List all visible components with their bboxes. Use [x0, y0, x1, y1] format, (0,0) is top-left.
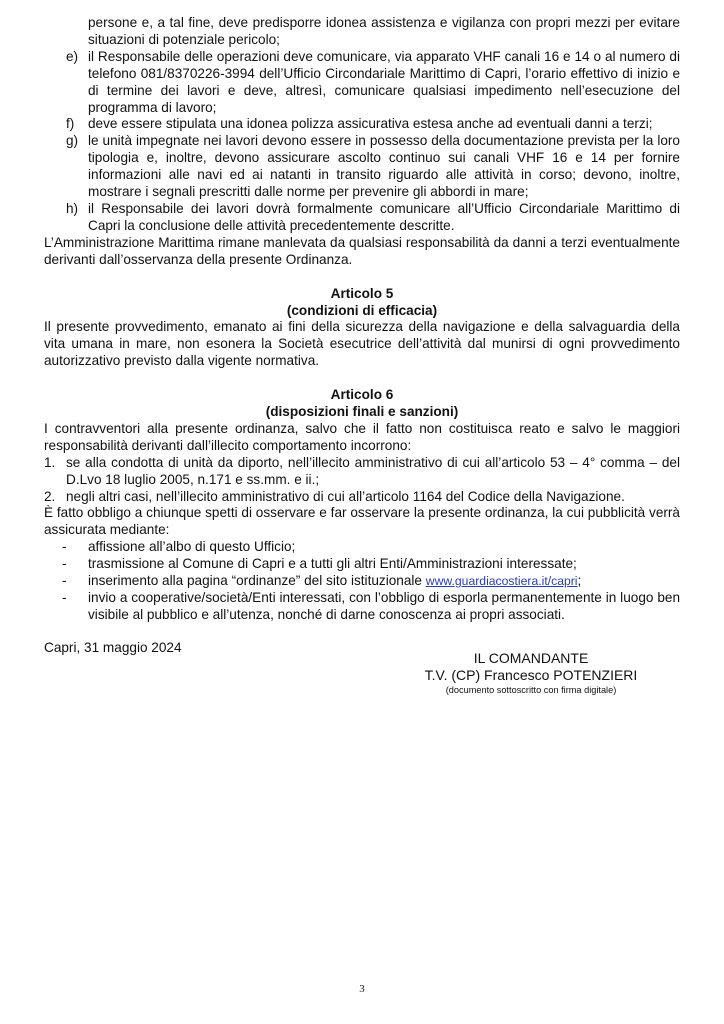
list-item-text: se alla condotta di unità da diporto, nell’illecito amministrativo di cui all’articolo 53 – 4° comma – del D.Lvo 18 luglio 2005, n.171 e ss.mm. e ii.;: [66, 454, 680, 487]
signature-name: T.V. (CP) Francesco POTENZIERI: [424, 667, 638, 683]
signature-title: IL COMANDANTE: [473, 650, 589, 666]
list-item: [44, 539, 680, 556]
conditions-list: [44, 49, 680, 235]
list-item-text: trasmissione al Comune di Capri e a tutti gli altri Enti/Amministrazioni interessate;: [88, 556, 577, 572]
place-date: Capri, 31 maggio 2024: [44, 639, 182, 655]
page-number: 3: [359, 983, 365, 995]
list-item: [44, 590, 680, 624]
list-marker: 1.: [44, 454, 56, 470]
article-5-body: Il presente provvedimento, emanato ai fini della sicurezza della navigazione e della salvaguardia della vita umana in mare, non esonera la Società esecutrice dell’attività dal munirsi di ogni provvedimento autorizzativo previsto dalla vigente normativa.: [44, 319, 680, 369]
publicity-list: [44, 539, 680, 624]
list-item: [44, 133, 680, 201]
list-marker: e): [66, 48, 79, 64]
article-6-intro: I contravventori alla presente ordinanza, salvo che il fatto non costituisca reato e salvo le maggiori responsabilità derivanti dall’illecito comportamento incorrono:: [44, 420, 680, 453]
document-page: [44, 15, 680, 657]
list-item: [44, 201, 680, 235]
list-marker: -: [62, 590, 67, 605]
list-item-text: il Responsabile delle operazioni deve comunicare, via apparato VHF canali 16 e 14 o al numero di telefono 081/8370226-3994 dell’Ufficio Circondariale Marittimo di Capri, l’orario effettivo di inizio e di termine dei lavori e deve, altresì, comunicare qualsiasi impedimento nell’esecuzione del programma di lavoro;: [88, 48, 680, 115]
article-5-subtitle: (condizioni di efficacia): [286, 302, 438, 318]
website-link[interactable]: www.guardiacostiera.it/capri: [425, 574, 578, 589]
list-marker: f): [66, 116, 75, 132]
list-item-text: inserimento alla pagina “ordinanze” del sito istituzionale: [88, 573, 426, 589]
list-marker: -: [62, 556, 67, 572]
list-item-text: invio a cooperative/società/Enti interessati, con l’obbligo di esporla permanentemente in luogo ben visibile al pubblico e all’utenza, nonché di darne conoscenza ai propri associati.: [88, 590, 680, 622]
list-item: [44, 455, 680, 489]
list-item: [44, 573, 680, 590]
list-marker: h): [66, 200, 79, 216]
article-5-title: Articolo 5: [330, 285, 394, 301]
list-item: [44, 49, 680, 117]
list-item-text: affissione all’albo di questo Ufficio;: [88, 539, 296, 555]
continuation-paragraph: persone e, a tal fine, deve predisporre idonea assistenza e vigilanza con propri mezzi per evitare situazioni di potenziale pericolo;: [88, 15, 680, 47]
list-item-text: negli altri casi, nell’illecito amministrativo di cui all’articolo 1164 del Codice della Navigazione.: [66, 488, 625, 504]
list-item: [44, 489, 680, 506]
disclaimer-paragraph: L’Amministrazione Marittima rimane manlevata da qualsiasi responsabilità da danni a terzi eventualmente derivanti dall’osservanza della presente Ordinanza.: [44, 234, 680, 267]
obligation-paragraph: È fatto obbligo a chiunque spetti di osservare e far osservare la presente ordinanza, la cui pubblicità verrà assicurata mediante:: [44, 505, 680, 538]
list-marker: 2.: [44, 488, 56, 504]
list-item: [44, 116, 680, 133]
list-item-text-end: ;: [577, 573, 582, 589]
list-item: [44, 556, 680, 573]
list-item-text: deve essere stipulata una idonea polizza assicurativa estesa anche ad eventuali danni a terzi;: [88, 116, 653, 132]
list-marker: g): [66, 133, 79, 149]
signature-block: [400, 650, 662, 696]
list-marker: -: [62, 539, 67, 555]
list-marker: -: [62, 573, 67, 589]
list-item-text: il Responsabile dei lavori dovrà formalmente comunicare all’Ufficio Circondariale Marittimo di Capri la conclusione delle attività precedentemente descritte.: [88, 200, 680, 233]
signature-note: (documento sottoscritto con firma digitale): [445, 685, 617, 695]
article-6-subtitle: (disposizioni finali e sanzioni): [265, 404, 459, 420]
sanctions-list: [44, 455, 680, 506]
article-6-title: Articolo 6: [330, 387, 394, 403]
list-item-text: le unità impegnate nei lavori devono essere in possesso della documentazione prevista per la loro tipologia e, inoltre, devono assicurare ascolto continuo sui canali VHF 16 e 14 per fornire informazioni alle navi ed ai natanti in transito riguardo alle attività in corso; devono, inoltre, mostrare i segnali prescritti dalle norme per prevenire gli abbordi in mare;: [88, 133, 680, 200]
